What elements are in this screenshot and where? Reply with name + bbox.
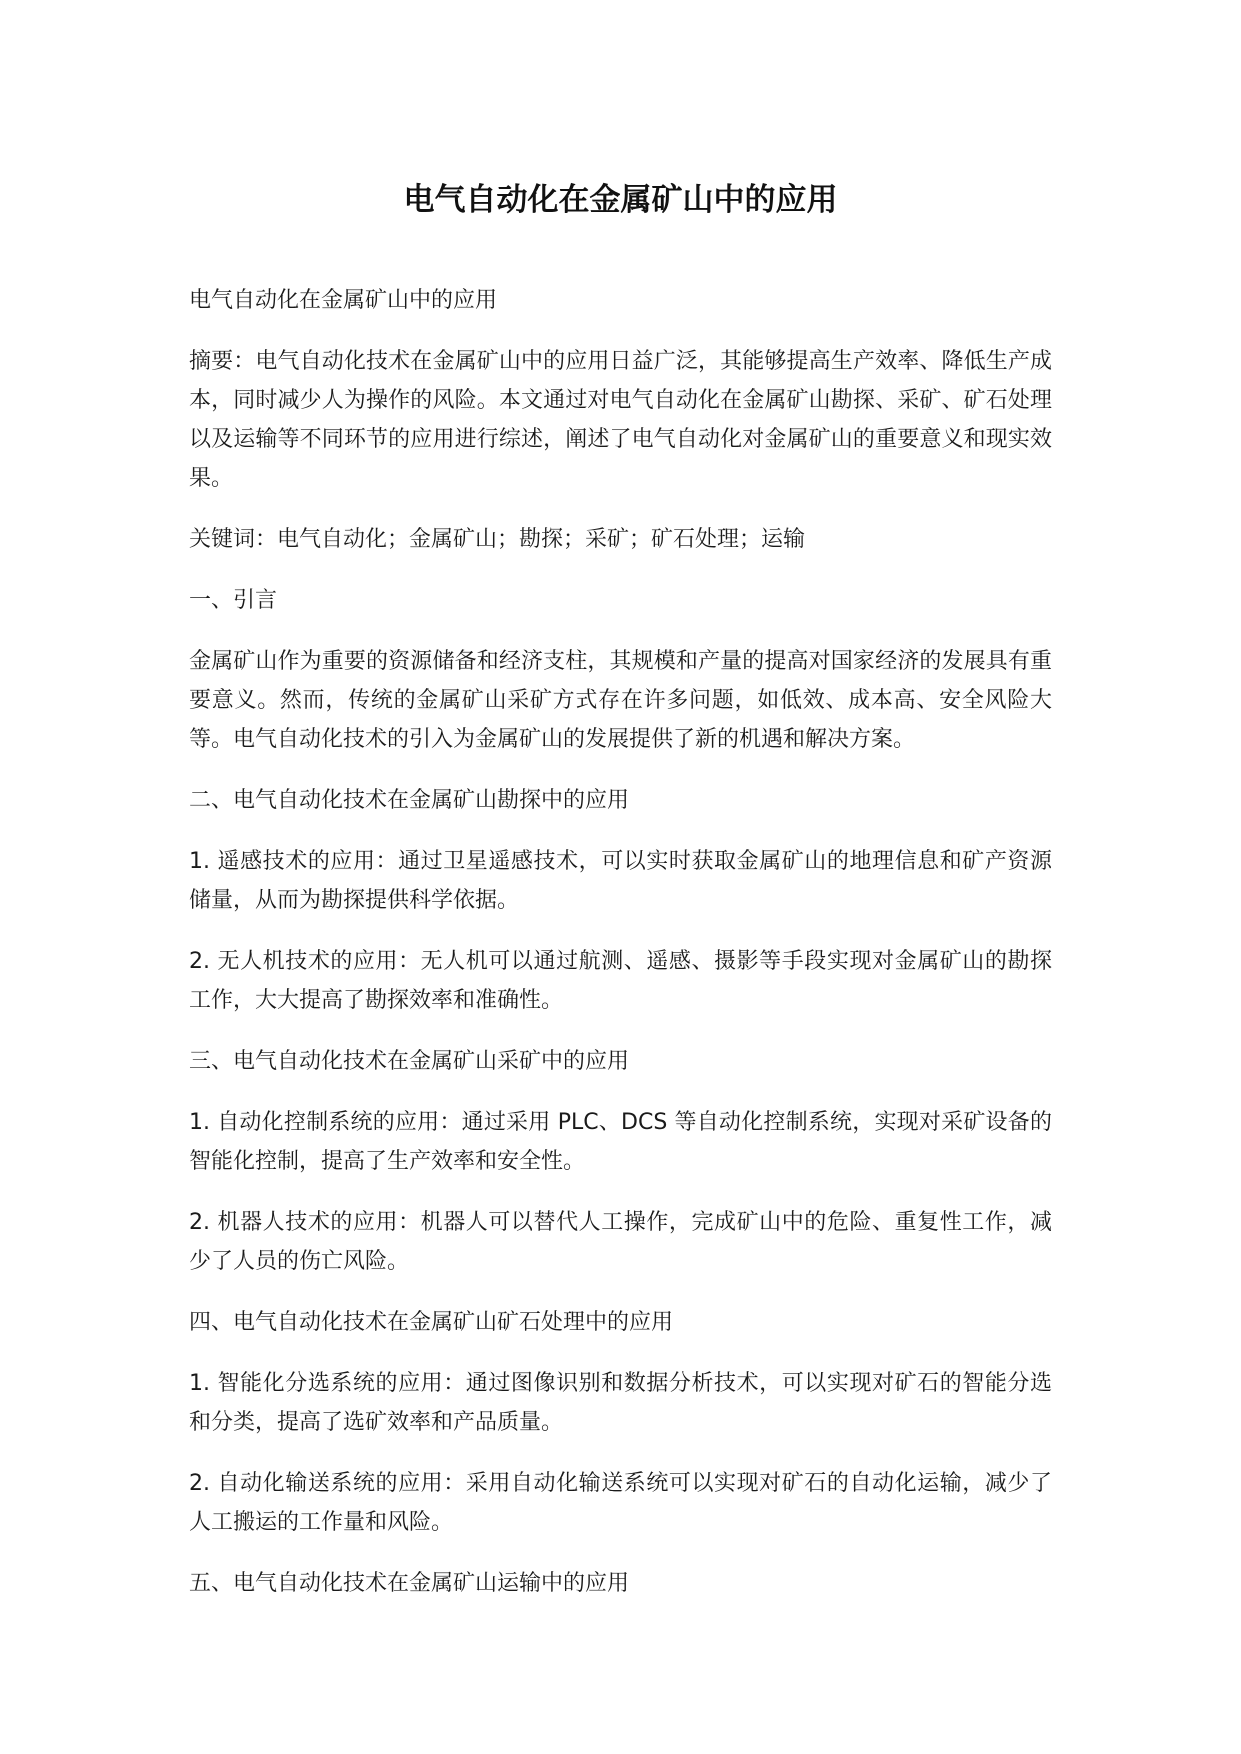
introduction-paragraph: 金属矿山作为重要的资源储备和经济支柱，其规模和产量的提高对国家经济的发展具有重要意义。然而，传统的金属矿山采矿方式存在许多问题，如低效、成本高、安全风险大等。电气自动化技术的引入为金属矿山的发展提供了新的机遇和解决方案。 bbox=[189, 649, 1052, 752]
exploration-item-2: 2. 无人机技术的应用：无人机可以通过航测、遥感、摄影等手段实现对金属矿山的勘探工作，大大提高了勘探效率和准确性。 bbox=[189, 949, 1052, 1013]
section-heading-ore-processing: 四、电气自动化技术在金属矿山矿石处理中的应用 bbox=[189, 1310, 674, 1335]
mining-item-1: 1. 自动化控制系统的应用：通过采用 PLC、DCS 等自动化控制系统，实现对采矿设备的智能化控制，提高了生产效率和安全性。 bbox=[189, 1110, 1052, 1174]
ore-processing-item-2: 2. 自动化输送系统的应用：采用自动化输送系统可以实现对矿石的自动化运输，减少了人工搬运的工作量和风险。 bbox=[189, 1471, 1052, 1535]
section-heading-mining: 三、电气自动化技术在金属矿山采矿中的应用 bbox=[189, 1049, 630, 1074]
ore-processing-item-1: 1. 智能化分选系统的应用：通过图像识别和数据分析技术，可以实现对矿石的智能分选和分类，提高了选矿效率和产品质量。 bbox=[189, 1371, 1052, 1435]
exploration-item-1: 1. 遥感技术的应用：通过卫星遥感技术，可以实时获取金属矿山的地理信息和矿产资源储量，从而为勘探提供科学依据。 bbox=[189, 849, 1052, 913]
mining-item-2: 2. 机器人技术的应用：机器人可以替代人工操作，完成矿山中的危险、重复性工作，减少了人员的伤亡风险。 bbox=[189, 1210, 1052, 1274]
document-title: 电气自动化在金属矿山中的应用 bbox=[403, 182, 838, 218]
section-heading-transport: 五、电气自动化技术在金属矿山运输中的应用 bbox=[189, 1571, 630, 1596]
abstract-paragraph: 摘要：电气自动化技术在金属矿山中的应用日益广泛，其能够提高生产效率、降低生产成本，同时减少人为操作的风险。本文通过对电气自动化在金属矿山勘探、采矿、矿石处理以及运输等不同环节的应用进行综述，阐述了电气自动化对金属矿山的重要意义和现实效果。 bbox=[189, 349, 1052, 491]
section-heading-exploration: 二、电气自动化技术在金属矿山勘探中的应用 bbox=[189, 788, 630, 813]
document-body bbox=[189, 281, 1052, 1625]
keywords-paragraph: 关键词：电气自动化；金属矿山；勘探；采矿；矿石处理；运输 bbox=[189, 527, 806, 552]
subtitle-paragraph: 电气自动化在金属矿山中的应用 bbox=[189, 288, 498, 313]
section-heading-introduction: 一、引言 bbox=[189, 588, 278, 613]
